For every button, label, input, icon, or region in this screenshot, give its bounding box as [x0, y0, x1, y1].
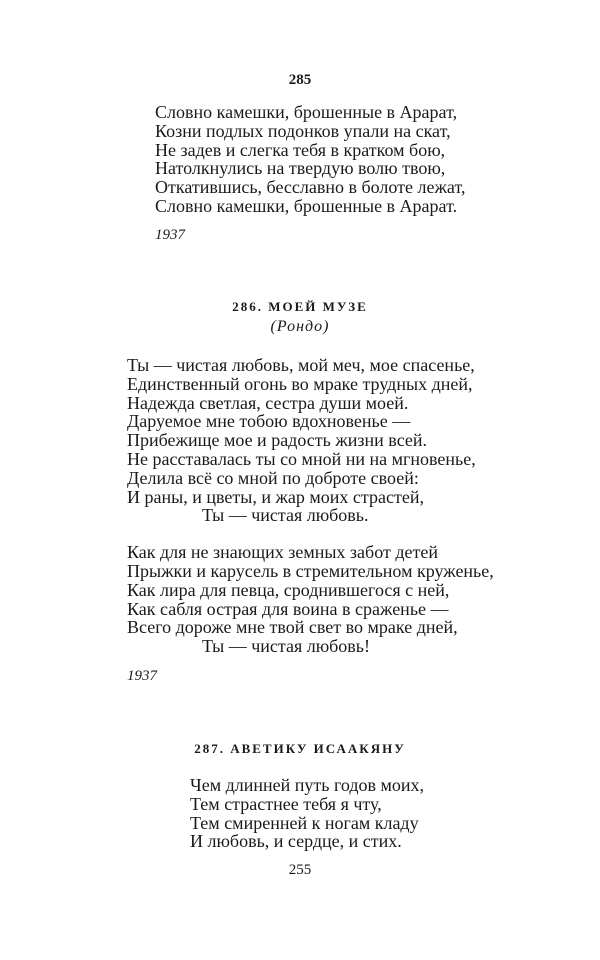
poem-line: Ты — чистая любовь, мой меч, мое спасенье, [127, 355, 475, 375]
poem-line: И раны, и цветы, и жар моих страстей, [127, 486, 424, 507]
poem-286 [127, 356, 494, 656]
poem-line: И любовь, и сердце, и стих. [190, 831, 402, 852]
poem-line: Натолкнулись на твердую волю твою, [155, 158, 446, 179]
poem-refrain: Ты — чистая любовь! [202, 636, 371, 657]
page-number: 255 [288, 862, 312, 878]
poem-date: 1937 [155, 227, 185, 243]
poem-line: Как лира для певца, сроднившегося с ней, [127, 579, 450, 600]
poem-line: Всего дороже мне твой свет во мраке дней, [127, 617, 458, 638]
poem-line: Не задев и слегка тебя в кратком бою, [155, 139, 446, 160]
poem-refrain: Ты — чистая любовь. [202, 505, 369, 526]
poem-subtitle: (Рондо) [270, 318, 330, 335]
running-poem-number: 285 [288, 72, 312, 88]
poem-287 [190, 776, 424, 851]
poem-line: Единственный огонь во мраке трудных дней, [127, 373, 473, 394]
poem-line: Как для не знающих земных забот детей [127, 542, 438, 563]
poem-line: Откатившись, бесславно в болоте лежат, [155, 177, 466, 198]
poem-line: Козни подлых подонков упали на скат, [155, 120, 451, 141]
poem-line: Прыжки и карусель в стремительном круженье, [127, 560, 494, 581]
poem-line: Тем смиренней к ногам кладу [190, 812, 419, 833]
poem-line: Надежда светлая, сестра души моей. [127, 392, 409, 413]
poem-title: 286. МОЕЙ МУЗЕ [232, 299, 368, 314]
poem-date: 1937 [127, 668, 157, 684]
poem-line: Прибежище мое и радость жизни всей. [127, 430, 428, 451]
poem-line: Делила всё со мной по доброте своей: [127, 467, 419, 488]
poem-285 [155, 103, 465, 216]
poem-line: Как сабля острая для воина в сраженье — [127, 598, 449, 619]
poem-title: 287. АВЕТИКУ ИСААКЯНУ [194, 741, 406, 756]
poem-line: Даруемое мне тобою вдохновенье — [127, 411, 411, 432]
poem-line: Чем длинней путь годов моих, [190, 775, 425, 795]
poem-line: Не расставалась ты со мной ни на мгновенье, [127, 448, 476, 469]
poem-line: Словно камешки, брошенные в Арарат, [155, 102, 458, 122]
poem-line: Тем страстнее тебя я чту, [190, 793, 382, 814]
poem-line: Словно камешки, брошенные в Арарат. [155, 195, 458, 216]
